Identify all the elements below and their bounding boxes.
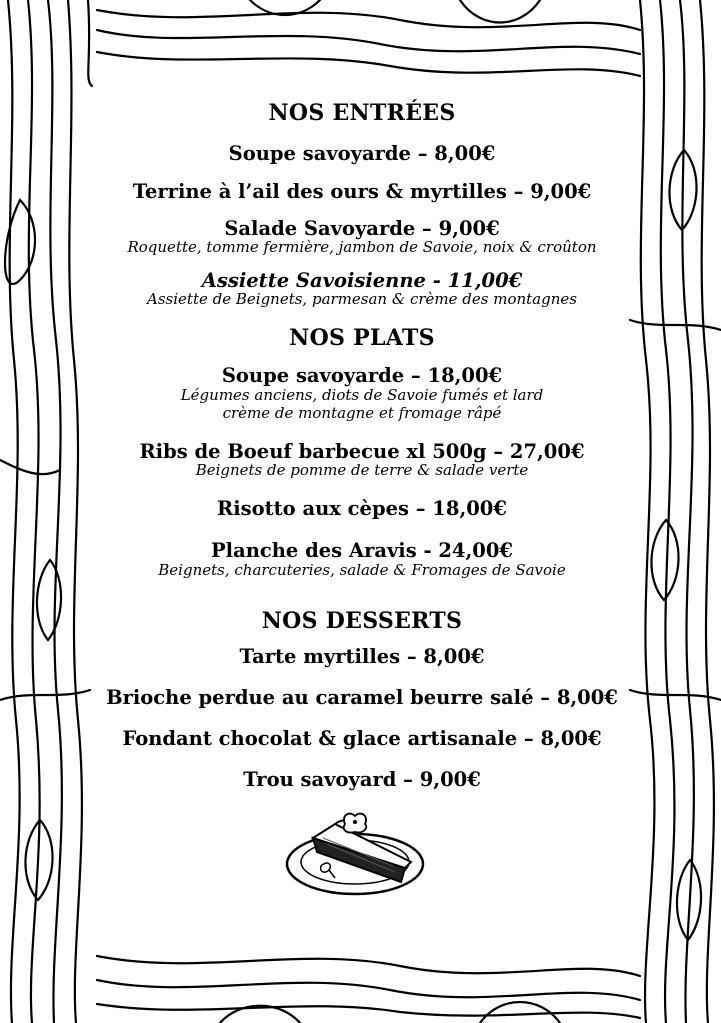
- menu-item: Planche des Aravis - 24,00€: [211, 539, 513, 562]
- menu-item: Soupe savoyarde – 8,00€: [228, 142, 496, 165]
- menu-item: Risotto aux cèpes – 18,00€: [217, 497, 507, 520]
- section-title-plats: NOS PLATS: [289, 325, 435, 351]
- menu-item-description: Légumes anciens, diots de Savoie fumés et lard: [180, 386, 544, 404]
- menu-item: Tarte myrtilles – 8,00€: [239, 645, 485, 668]
- menu-item: Fondant chocolat & glace artisanale – 8,00€: [122, 727, 602, 750]
- section-title-desserts: NOS DESSERTS: [261, 608, 463, 634]
- menu-item: Soupe savoyarde – 18,00€: [221, 364, 503, 387]
- menu-item: Assiette Savoisienne - 11,00€: [201, 269, 523, 292]
- menu-item: Ribs de Boeuf barbecue xl 500g – 27,00€: [139, 440, 585, 463]
- menu-item-description: crème de montagne et fromage râpé: [222, 404, 502, 422]
- pie-slice-icon: [283, 808, 433, 898]
- menu-item: Terrine à l’ail des ours & myrtilles – 9,00€: [132, 180, 592, 203]
- menu-item-description: Beignets, charcuteries, salade & Fromages de Savoie: [158, 561, 566, 579]
- menu-item: Salade Savoyarde – 9,00€: [224, 217, 500, 240]
- menu-item: Trou savoyard – 9,00€: [243, 768, 481, 791]
- menu-item-description: Assiette de Beignets, parmesan & crème des montagnes: [147, 290, 577, 308]
- menu-item-description: Beignets de pomme de terre & salade verte: [195, 461, 529, 479]
- section-title-entrees: NOS ENTRÉES: [268, 100, 456, 126]
- menu-item: Brioche perdue au caramel beurre salé – 8,00€: [106, 686, 618, 709]
- menu-item-description: Roquette, tomme fermière, jambon de Savoie, noix & croûton: [127, 238, 597, 256]
